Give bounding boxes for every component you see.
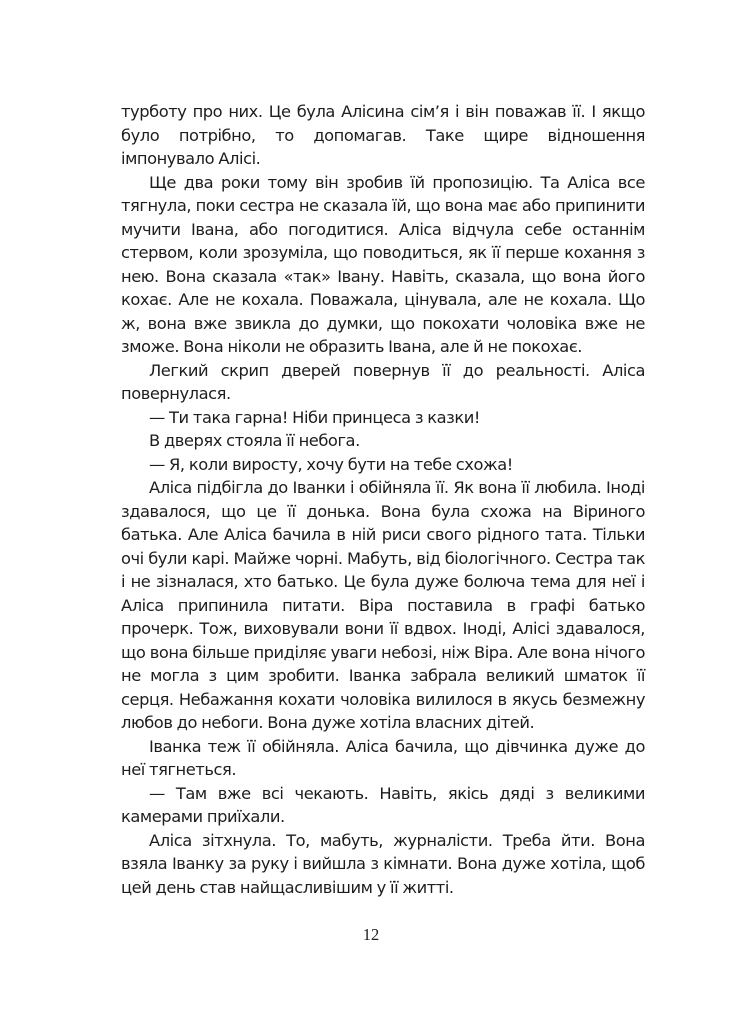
dialogue-line: — Ти така гарна! Ніби принцеса з казки! xyxy=(149,407,480,427)
dialogue-line: — Я, коли виросту, хочу бути на тебе схожа! xyxy=(149,454,513,474)
body-text xyxy=(121,100,645,899)
page-number: 12 xyxy=(362,925,380,944)
paragraph: Аліса підбігла до Іванки і обійняла її. Як вона її любила. Іноді здавалося, що це її донька. Вона була схожа на Віриного батька. Але Аліса бачила в ній риси свого рідного тата. Тільки очі були карі. Майже чорні. Мабуть, від біологічного. Сестра так і не зізналася, хто батько. Це була дуже болюча тема для неї і Аліса припинила питати. Віра поставила в графі батько прочерк. Тож, виховували вони її вдвох. Іноді, Алісі здавалося, що вона більше приділяє уваги небозі, ніж Віра. Але вона нічого не могла з цим зробити. Іванка забрала великий шматок її серця. Небажання кохати чоловіка вилилося в якусь безмежну любов до небоги. Вона дуже хотіла власних дітей. xyxy=(121,478,645,732)
dialogue-line: — Там вже всі чекають. Навіть, якісь дяді з великими камерами приїхали. xyxy=(121,783,645,826)
paragraph: В дверях стояла її небога. xyxy=(149,431,360,450)
paragraph: Іванка теж її обійняла. Аліса бачила, що дівчинка дуже до неї тягнеться. xyxy=(121,736,645,779)
paragraph: Ще два роки тому він зробив їй пропозицію. Та Аліса все тягнула, поки сестра не сказала їй, що вона має або припинити мучити Івана, або погодитися. Аліса відчула себе останнім стервом, коли зрозуміла, що поводиться, як її перше кохання з нею. Вона сказала «так» Івану. Навіть, сказала, що вона його кохає. Але не кохала. Поважала, цінувала, але не кохала. Що ж, вона вже звикла до думки, що покохати чоловіка вже не зможе. Вона ніколи не образить Івана, але й не покохає. xyxy=(121,172,645,356)
paragraph: Аліса зітхнула. То, мабуть, журналісти. Треба йти. Вона взяла Іванку за руку і вийшла з кімнати. Вона дуже хотіла, щоб цей день став найщасливішим у її житті. xyxy=(121,830,645,897)
paragraph: Легкий скрип дверей повернув її до реальності. Аліса повернулася. xyxy=(121,360,645,403)
paragraph: турботу про них. Це була Алісина сім’я і він поважав її. І якщо було потрібно, то допомагав. Таке щире відношення імпонувало Алісі. xyxy=(121,102,645,168)
